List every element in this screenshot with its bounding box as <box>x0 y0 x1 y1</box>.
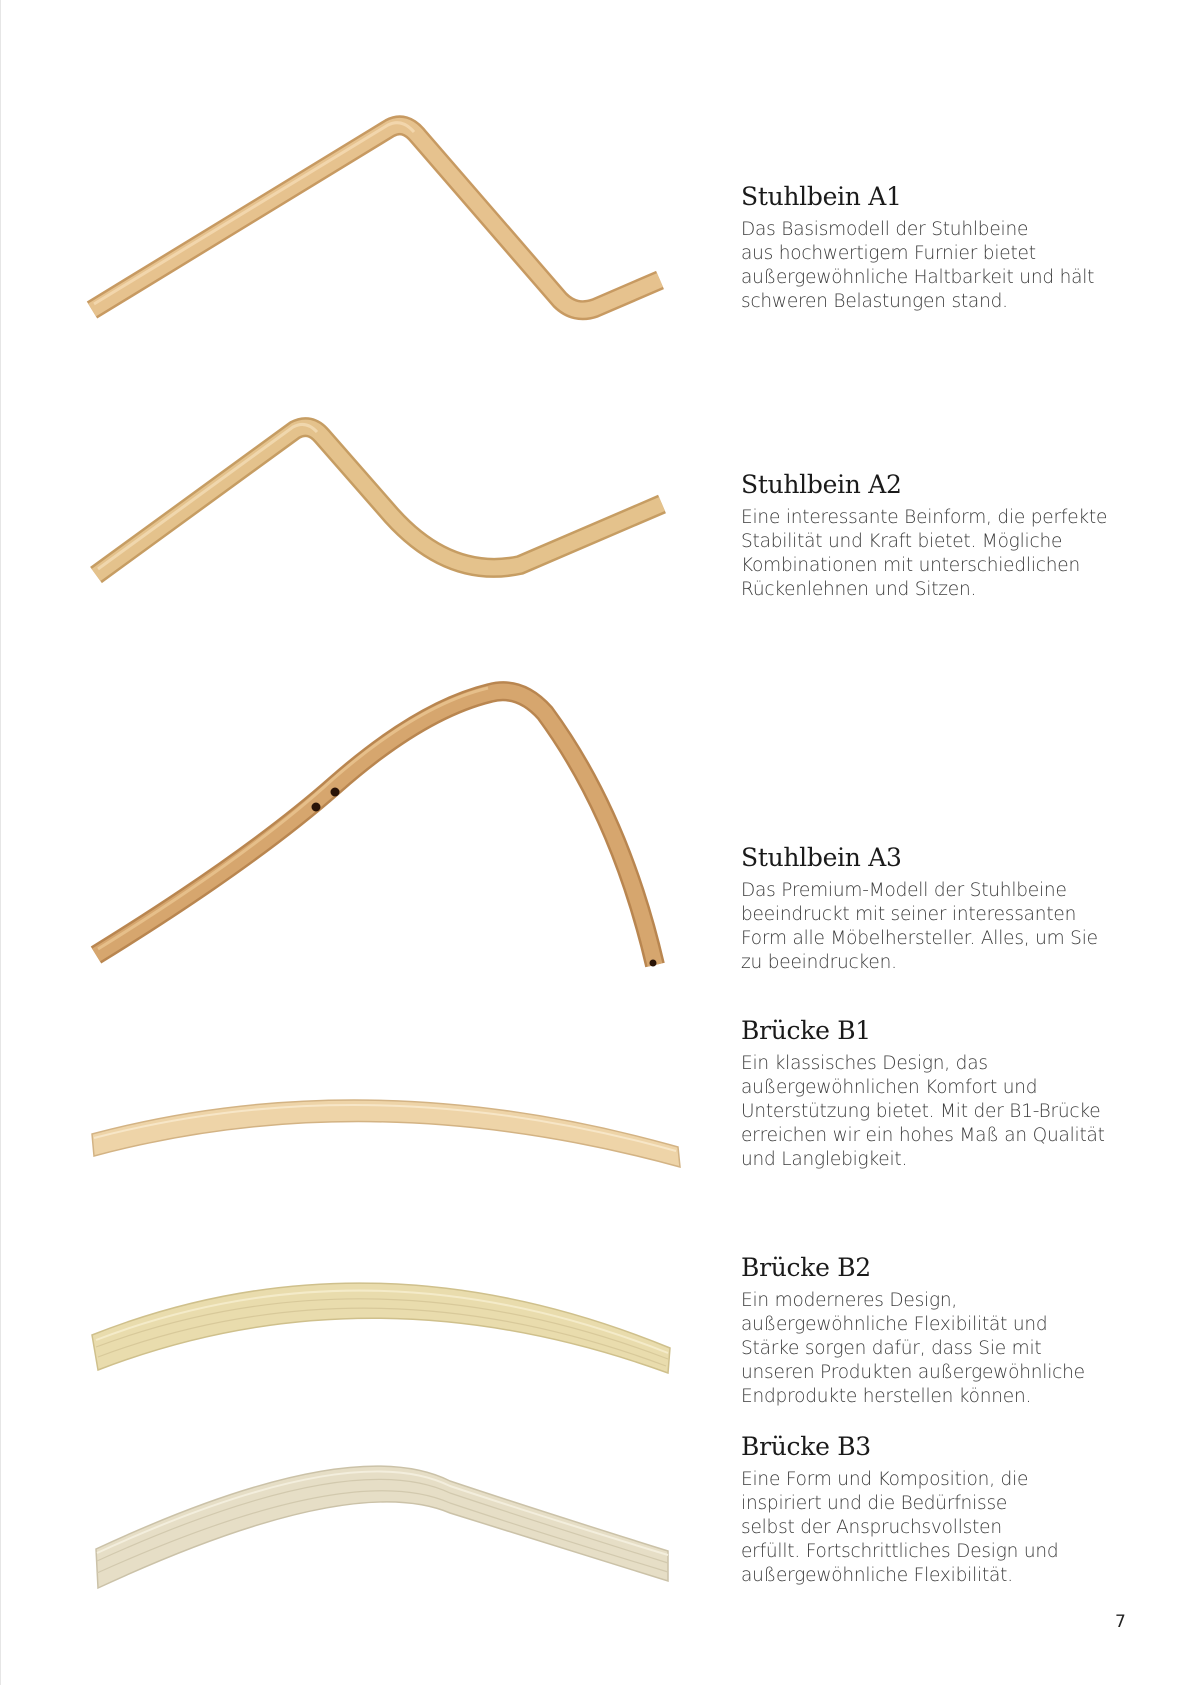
product-b3-text <box>741 1432 1131 1588</box>
description-line: Stabilität und Kraft bietet. Mögliche <box>741 531 1063 552</box>
product-title: Brücke B2 <box>741 1253 871 1282</box>
description-line: selbst der Anspruchsvollsten <box>741 1517 1002 1538</box>
description-line: Eine interessante Beinform, die perfekte <box>741 507 1108 528</box>
description-line: zu beeindrucken. <box>741 952 897 973</box>
chair-leg-a3-image <box>0 675 700 1015</box>
product-description <box>741 218 1131 314</box>
description-line: inspiriert und die Bedürfnisse <box>741 1493 1008 1514</box>
description-line: erfüllt. Fortschrittliches Design und <box>741 1541 1059 1562</box>
product-description <box>741 1468 1131 1588</box>
description-line: außergewöhnliche Flexibilität. <box>741 1565 1013 1586</box>
description-line: Ein klassisches Design, das <box>741 1053 988 1074</box>
description-line: Unterstützung bietet. Mit der B1-Brücke <box>741 1101 1101 1122</box>
description-line: aus hochwertigem Furnier bietet <box>741 243 1036 264</box>
description-line: schweren Belastungen stand. <box>741 291 1008 312</box>
bridge-b1-image <box>0 1010 700 1210</box>
screw-hole <box>331 788 340 797</box>
screw-hole <box>650 960 657 967</box>
product-a1-text <box>741 182 1131 314</box>
product-title: Brücke B3 <box>741 1432 871 1461</box>
description-line: Eine Form und Komposition, die <box>741 1469 1029 1490</box>
description-line: Kombinationen mit unterschiedlichen <box>741 555 1080 576</box>
description-line: außergewöhnliche Flexibilität und <box>741 1314 1048 1335</box>
product-a3-text <box>741 843 1131 975</box>
description-line: Das Basismodell der Stuhlbeine <box>741 219 1029 240</box>
description-line: außergewöhnliche Haltbarkeit und hält <box>741 267 1095 288</box>
product-description <box>741 879 1131 975</box>
bridge-b3-image <box>0 1441 700 1641</box>
product-description <box>741 1052 1131 1172</box>
product-b2-text <box>741 1253 1131 1409</box>
description-line: beeindruckt mit seiner interessanten <box>741 904 1077 925</box>
description-line: Das Premium-Modell der Stuhlbeine <box>741 880 1067 901</box>
chair-leg-a1-image <box>0 100 700 440</box>
product-a2-text <box>741 470 1131 602</box>
description-line: Endprodukte herstellen können. <box>741 1386 1032 1407</box>
description-line: erreichen wir ein hohes Maß an Qualität <box>741 1125 1105 1146</box>
description-line: Stärke sorgen dafür, dass Sie mit <box>741 1338 1042 1359</box>
page-number: 7 <box>1115 1612 1126 1632</box>
product-title: Stuhlbein A3 <box>741 843 902 872</box>
description-line: unseren Produkten außergewöhnliche <box>741 1362 1085 1383</box>
description-line: außergewöhnlichen Komfort und <box>741 1077 1038 1098</box>
product-title: Brücke B1 <box>741 1016 871 1045</box>
product-b1-text <box>741 1016 1131 1172</box>
description-line: Rückenlehnen und Sitzen. <box>741 579 977 600</box>
product-description <box>741 1289 1131 1409</box>
product-description <box>741 506 1131 602</box>
product-title: Stuhlbein A2 <box>741 470 902 499</box>
product-title: Stuhlbein A1 <box>741 182 902 211</box>
bridge-b2-image <box>0 1245 700 1445</box>
description-line: und Langlebigkeit. <box>741 1149 908 1170</box>
screw-hole <box>312 803 321 812</box>
description-line: Ein moderneres Design, <box>741 1290 958 1311</box>
description-line: Form alle Möbelhersteller. Alles, um Sie <box>741 928 1098 949</box>
